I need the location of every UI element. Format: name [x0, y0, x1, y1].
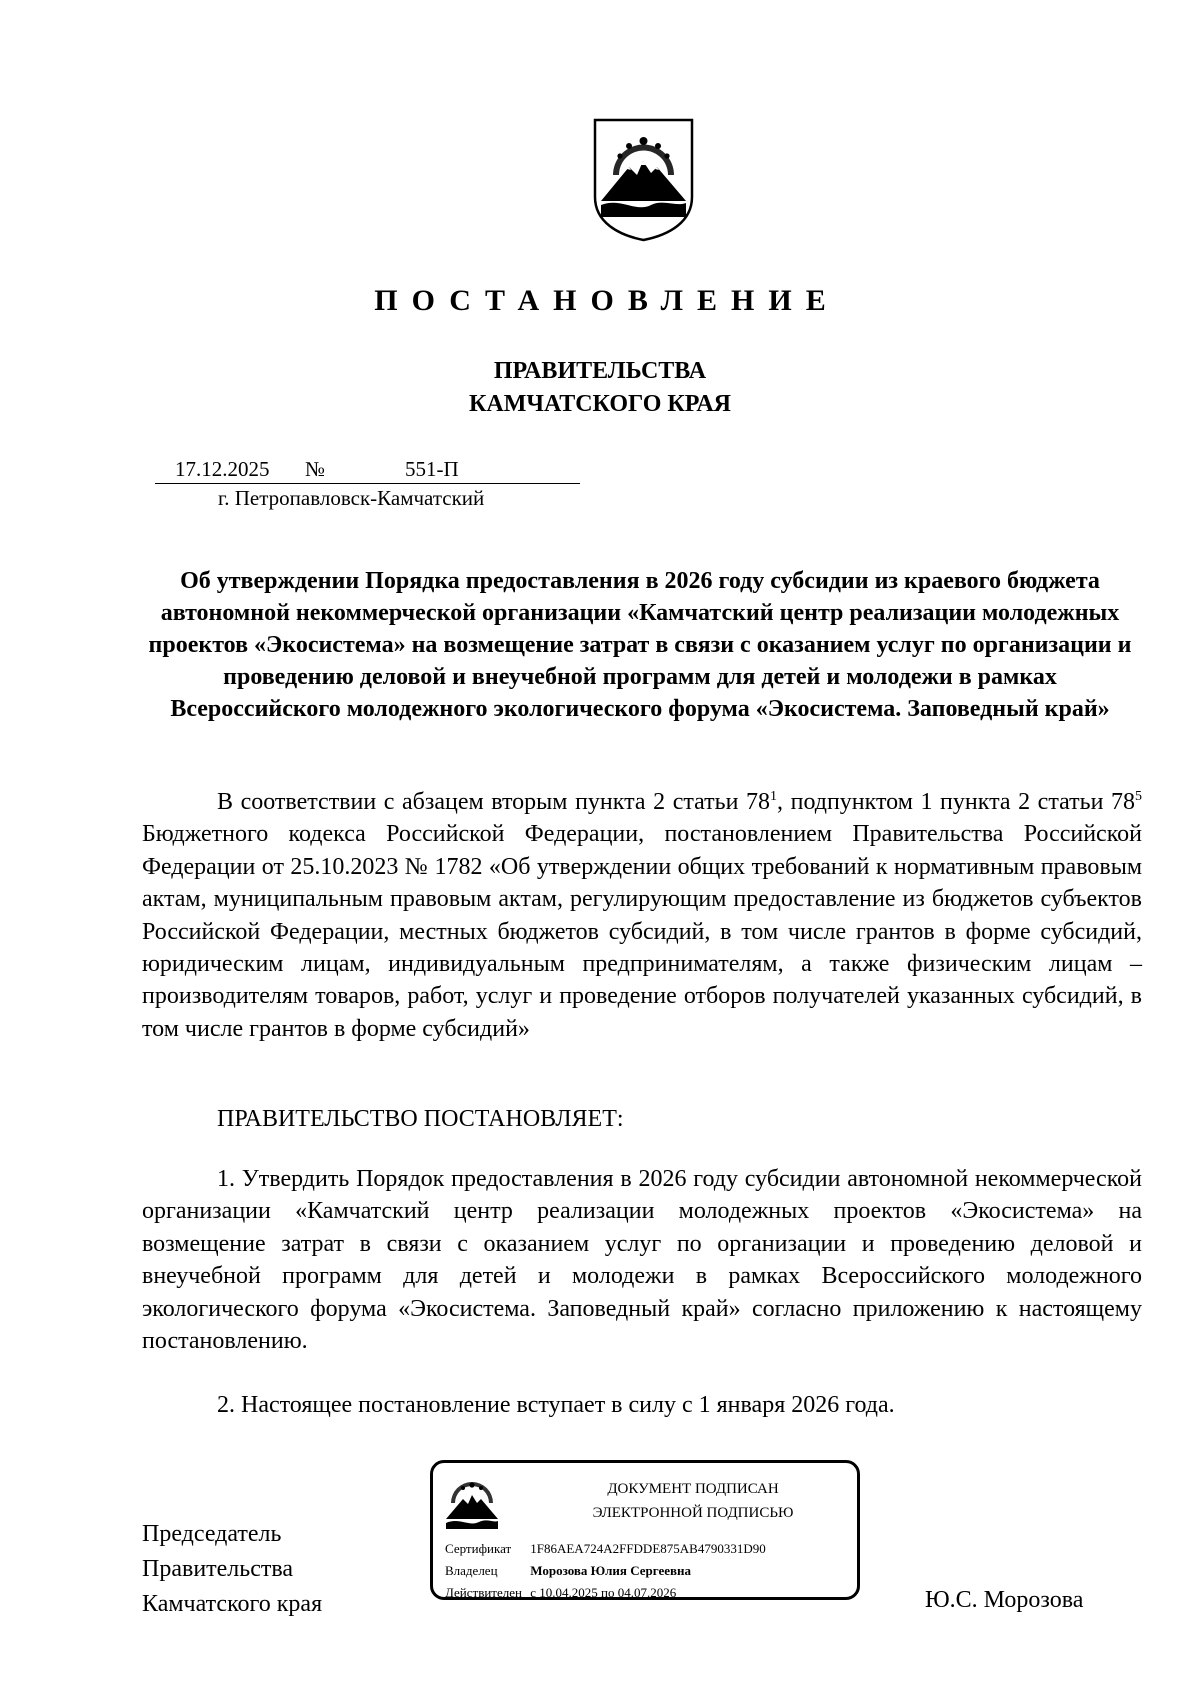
document-date: 17.12.2025	[175, 457, 270, 481]
decree-item-2: 2. Настоящее постановление вступает в силу с 1 января 2026 года.	[217, 1392, 895, 1418]
document-number: 551-П	[405, 457, 459, 481]
issuer-line-2: КАМЧАТСКОГО КРАЯ	[468, 391, 732, 417]
number-sign: №	[305, 457, 326, 481]
registration-line	[155, 457, 580, 484]
validity-label: Действителен	[445, 1585, 522, 1600]
signer-position-line-1: Председатель	[142, 1521, 282, 1547]
electronic-signature-stamp	[430, 1460, 860, 1600]
stamp-header-line-2: ЭЛЕКТРОННОЙ ПОДПИСЬЮ	[592, 1505, 794, 1521]
validity-value: с 10.04.2025 по 04.07.2026	[530, 1585, 677, 1600]
basis-text-1: В соответствии с абзацем вторым пункта 2 статьи 78	[217, 789, 771, 815]
owner-label: Владелец	[445, 1563, 498, 1578]
document-subject: Об утверждении Порядка предоставления в 2026 году субсидии из краевого бюджета автономной некоммерческой организации «Камчатский центр реализации молодежных проектов «Экосистема» на возмещение затрат в связи с оказанием услуг по организации и проведению деловой и внеучебной программ для детей и молодежи в рамках Всероссийского молодежного экологического форума «Экосистема. Заповедный край»	[148, 568, 1132, 722]
stamp-certificate-row	[445, 1541, 766, 1557]
city: г. Петропавловск-Камчатский	[218, 486, 485, 510]
basis-sup-1: 1	[770, 789, 778, 804]
decree-item-1: 1. Утвердить Порядок предоставления в 2026 году субсидии автономной некоммерческой организации «Камчатский центр реализации молодежных проектов «Экосистема» на возмещение затрат в связи с оказанием услуг по организации и проведению деловой и внеучебной программ для детей и молодежи в рамках Всероссийского молодежного экологического форума «Экосистема. Заповедный край» согласно приложению к настоящему постановлению.	[142, 1166, 1142, 1355]
stamp-header	[543, 1477, 843, 1525]
stamp-owner-row	[445, 1563, 691, 1579]
basis-sup-2: 5	[1135, 789, 1142, 804]
document-type-title: ПОСТАНОВЛЕНИЕ	[374, 284, 840, 317]
signer-position-line-2: Правительства	[142, 1556, 294, 1582]
stamp-emblem-icon	[443, 1473, 501, 1535]
certificate-value: 1F86AEA724A2FFDDE875AB4790331D90	[530, 1541, 766, 1556]
issuer-line-1: ПРАВИТЕЛЬСТВА	[493, 358, 707, 384]
legal-basis-paragraph	[142, 786, 1142, 1045]
stamp-validity-row	[445, 1585, 676, 1601]
owner-value: Морозова Юлия Сергеевна	[530, 1563, 692, 1578]
signer-position	[142, 1517, 322, 1622]
stamp-header-line-1: ДОКУМЕНТ ПОДПИСАН	[607, 1481, 779, 1497]
decree-phrase: ПРАВИТЕЛЬСТВО ПОСТАНОВЛЯЕТ:	[217, 1106, 624, 1132]
signer-position-line-3: Камчатского края	[142, 1591, 323, 1617]
coat-of-arms-emblem	[591, 117, 696, 242]
signer-name: Ю.С. Морозова	[925, 1587, 1084, 1613]
basis-text-2: , подпунктом 1 пункта 2 статьи 78	[777, 789, 1135, 815]
certificate-label: Сертификат	[445, 1541, 512, 1556]
issuer-name	[0, 355, 1200, 421]
basis-text-3: Бюджетного кодекса Российской Федерации, постановлением Правительства Российской Федерации от 25.10.2023 № 1782 «Об утверждении общих требований к нормативным правовым актам, муниципальным правовым актам, регулирующим предоставление из бюджетов субъектов Российской Федерации, местных бюджетов субсидий, в том числе грантов в форме субсидий, юридическим лицам, индивидуальным предпринимателям, а также физическим лицам – производителям товаров, работ, услуг и проведение отборов получателей указанных субсидий, в том числе грантов в форме субсидий»	[142, 821, 1142, 1042]
